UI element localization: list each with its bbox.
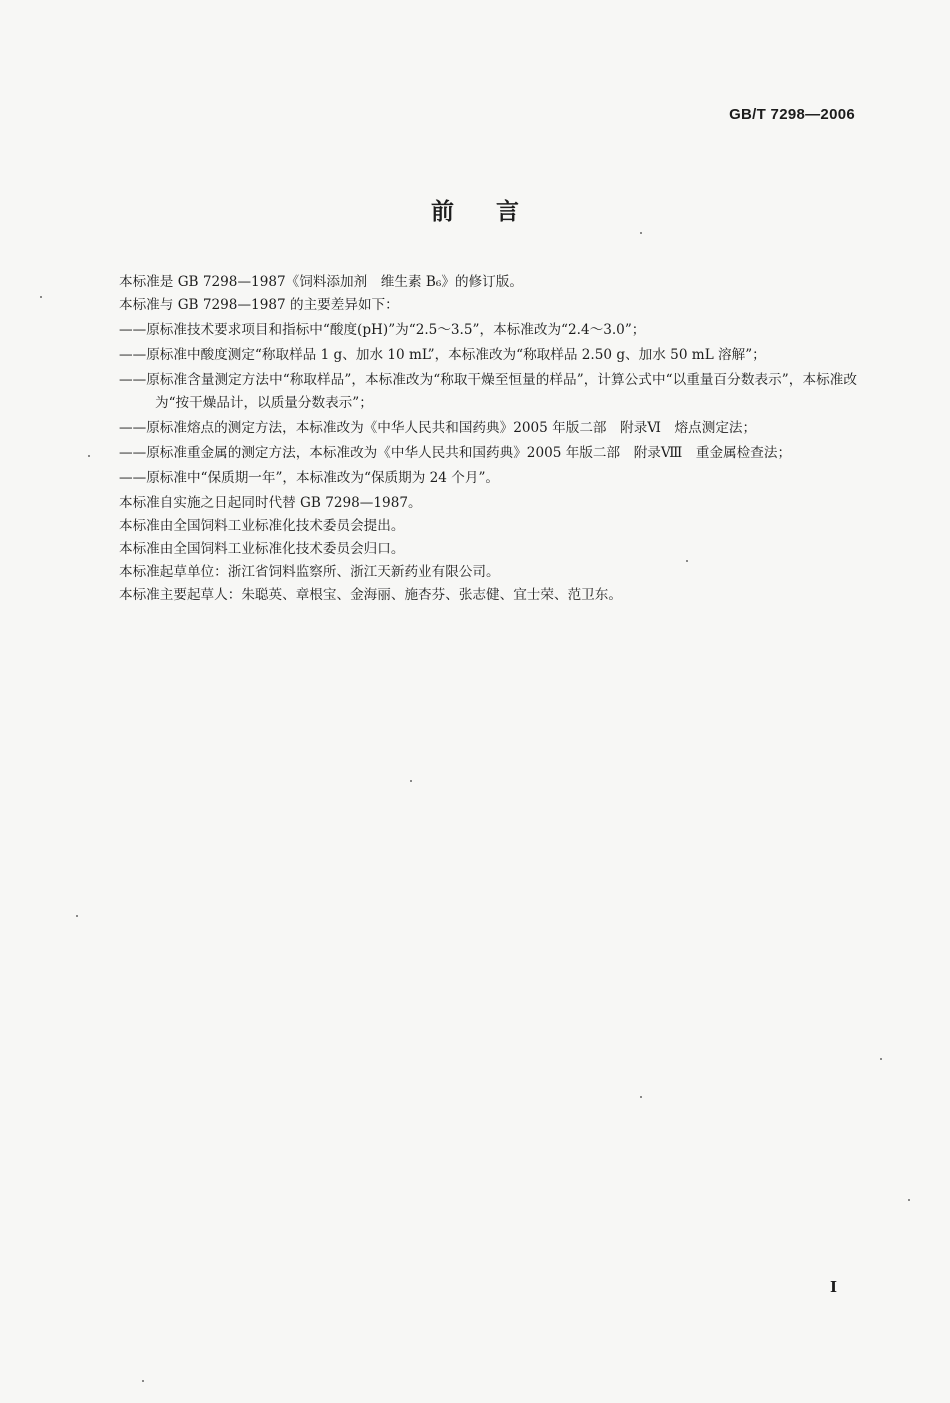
scan-speck <box>686 560 688 562</box>
difference-item: ——原标准中酸度测定“称取样品 1 g、加水 10 mL”，本标准改为“称取样品 2.50 g、加水 50 mL 溶解”； <box>119 347 766 363</box>
page-number: I <box>829 1278 837 1296</box>
scan-speck <box>908 1199 910 1201</box>
scan-speck <box>142 1380 144 1382</box>
scan-speck <box>40 296 42 298</box>
scan-speck <box>88 455 90 457</box>
closing-paragraph: 本标准主要起草人：朱聪英、章根宝、金海丽、施杏芬、张志健、宜士荣、范卫东。 <box>119 587 622 603</box>
closing-paragraph: 本标准由全国饲料工业标准化技术委员会提出。 <box>119 518 405 534</box>
intro-paragraph: 本标准与 GB 7298—1987 的主要差异如下： <box>119 297 399 313</box>
difference-item: ——原标准含量测定方法中“称取样品”，本标准改为“称取干燥至恒量的样品”，计算公式中“以重量百分数表示”，本标准改为“按干燥品计，以质量分数表示”； <box>119 372 857 411</box>
difference-item: ——原标准重金属的测定方法，本标准改为《中华人民共和国药典》2005 年版二部 附录Ⅷ 重金属检查法； <box>119 445 792 461</box>
closing-paragraph: 本标准由全国饲料工业标准化技术委员会归口。 <box>119 541 405 557</box>
standard-code: GB/T 7298—2006 <box>729 106 855 123</box>
difference-item: ——原标准中“保质期一年”，本标准改为“保质期为 24 个月”。 <box>119 470 499 486</box>
scan-speck <box>640 232 642 234</box>
scan-speck <box>76 915 78 917</box>
difference-item: ——原标准熔点的测定方法，本标准改为《中华人民共和国药典》2005 年版二部 附录Ⅵ 熔点测定法； <box>119 420 757 436</box>
intro-paragraph: 本标准是 GB 7298—1987《饲料添加剂 维生素 B₆》的修订版。 <box>119 274 523 290</box>
scan-speck <box>640 1096 642 1098</box>
scan-speck <box>880 1058 882 1060</box>
closing-paragraph: 本标准起草单位：浙江省饲料监察所、浙江天新药业有限公司。 <box>119 564 500 580</box>
page-title: 前言 <box>431 198 561 225</box>
scan-speck <box>410 780 412 782</box>
foreword-body <box>119 271 857 607</box>
closing-paragraph: 本标准自实施之日起同时代替 GB 7298—1987。 <box>119 495 422 511</box>
difference-item: ——原标准技术要求项目和指标中“酸度(pH)”为“2.5～3.5”，本标准改为“2.4～3.0”； <box>119 322 646 338</box>
